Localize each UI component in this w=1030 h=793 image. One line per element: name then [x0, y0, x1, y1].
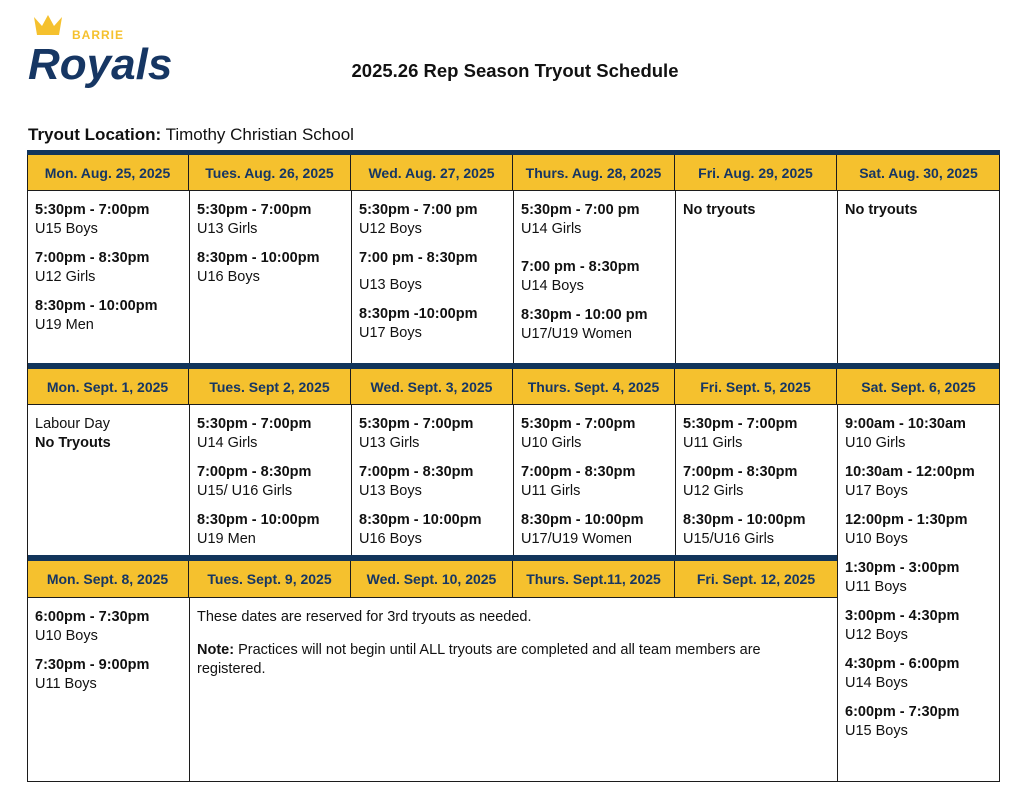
location-label: Tryout Location:	[28, 125, 162, 144]
slot-time: 5:30pm - 7:00 pm	[521, 202, 640, 218]
header-day: Fri. Sept. 5, 2025	[675, 369, 837, 404]
slot-group: U15 Boys	[845, 723, 908, 739]
slot-time: 7:00 pm - 8:30pm	[521, 259, 640, 275]
practice-note	[197, 641, 817, 679]
slot-time: 8:30pm - 10:00pm	[359, 512, 482, 528]
header-day: Mon. Aug. 25, 2025	[27, 155, 189, 190]
header-day: Mon. Sept. 8, 2025	[27, 561, 189, 597]
slot-group: U14 Girls	[197, 435, 258, 451]
slot-group: U13 Girls	[197, 221, 258, 237]
slot-group: U14 Boys	[521, 278, 584, 294]
slot-time: 5:30pm - 7:00 pm	[359, 202, 478, 218]
slot-time: 7:00pm - 8:30pm	[683, 464, 798, 480]
slot-time: 6:00pm - 7:30pm	[845, 704, 960, 720]
slot-time: 5:30pm - 7:00pm	[521, 416, 636, 432]
cell-week1-tue	[189, 191, 351, 297]
slot-time: 8:30pm - 10:00pm	[35, 298, 158, 314]
slot-time: 8:30pm - 10:00pm	[683, 512, 806, 528]
slot-group: U15 Boys	[35, 221, 98, 237]
no-tryouts-label: No Tryouts	[35, 435, 111, 451]
cell-week1-thu	[513, 191, 675, 354]
crown-icon	[34, 15, 62, 35]
slot-time: 10:30am - 12:00pm	[845, 464, 975, 480]
slot-group: U19 Men	[35, 317, 94, 333]
holiday-label: Labour Day	[35, 416, 110, 432]
slot-time: 5:30pm - 7:00pm	[683, 416, 798, 432]
tryout-location	[28, 125, 354, 145]
slot-group: U14 Boys	[845, 675, 908, 691]
slot-time: 5:30pm - 7:00pm	[359, 416, 474, 432]
slot-group: U19 Men	[197, 531, 256, 547]
slot-time: 3:00pm - 4:30pm	[845, 608, 960, 624]
slot-group: U10 Boys	[845, 531, 908, 547]
header-day: Fri. Sept. 12, 2025	[675, 561, 837, 597]
cell-week1-mon	[27, 191, 189, 345]
header-day: Fri. Aug. 29, 2025	[675, 155, 837, 190]
slot-time: 5:30pm - 7:00pm	[35, 202, 150, 218]
slot-group: U14 Girls	[521, 221, 582, 237]
slot-group: U12 Boys	[845, 627, 908, 643]
header-day: Sat. Aug. 30, 2025	[837, 155, 1000, 190]
cell-week2-mon	[27, 405, 189, 453]
grid-line	[27, 781, 1000, 782]
header-day: Tues. Aug. 26, 2025	[189, 155, 351, 190]
cell-week1-fri	[675, 191, 837, 220]
header-day: Wed. Aug. 27, 2025	[351, 155, 513, 190]
header-day: Tues. Sept. 9, 2025	[189, 561, 351, 597]
page-title: 2025.26 Rep Season Tryout Schedule	[351, 60, 679, 81]
header-day: Sat. Sept. 6, 2025	[837, 369, 1000, 404]
slot-time: 7:00pm - 8:30pm	[359, 464, 474, 480]
slot-time: 5:30pm - 7:00pm	[197, 416, 312, 432]
header-day: Thurs. Sept. 4, 2025	[513, 369, 675, 404]
location-value: Timothy Christian School	[165, 125, 354, 144]
slot-group: U10 Boys	[35, 628, 98, 644]
slot-group: U13 Boys	[359, 277, 422, 293]
cell-week2-thu	[513, 405, 675, 559]
slot-time: 7:30pm - 9:00pm	[35, 657, 150, 673]
cell-week2-tue	[189, 405, 351, 559]
note-text: Practices will not begin until ALL tryouts are completed and all team members are registered.	[197, 642, 761, 677]
header-day: Wed. Sept. 3, 2025	[351, 369, 513, 404]
slot-time: 7:00pm - 8:30pm	[521, 464, 636, 480]
cell-week2-wed	[351, 405, 513, 559]
logo-text-top: BARRIE	[72, 28, 125, 42]
slot-group: U15/U16 Girls	[683, 531, 775, 547]
slot-time: 4:30pm - 6:00pm	[845, 656, 960, 672]
slot-group: U17 Boys	[845, 483, 908, 499]
cell-week1-wed	[351, 191, 513, 353]
slot-group: U13 Boys	[359, 483, 422, 499]
header-day: Tues. Sept 2, 2025	[189, 369, 351, 404]
slot-group: U15/ U16 Girls	[197, 483, 293, 499]
slot-group: U16 Boys	[197, 269, 260, 285]
cell-week2-fri	[675, 405, 837, 559]
slot-group: U11 Girls	[683, 435, 743, 451]
slot-group: U17/U19 Women	[521, 531, 632, 547]
slot-group: U13 Girls	[359, 435, 420, 451]
cell-week2-sat	[837, 405, 1000, 751]
cell-week3-reserved	[189, 598, 837, 679]
slot-time: 6:00pm - 7:30pm	[35, 609, 150, 625]
slot-group: U17 Boys	[359, 325, 422, 341]
slot-time: 8:30pm - 10:00pm	[521, 512, 644, 528]
slot-group: U12 Girls	[35, 269, 96, 285]
header-day: Thurs. Sept.11, 2025	[513, 561, 675, 597]
slot-group: U10 Girls	[521, 435, 582, 451]
slot-time: 9:00am - 10:30am	[845, 416, 966, 432]
slot-group: U11 Boys	[845, 579, 907, 595]
reserved-note: These dates are reserved for 3rd tryouts as needed.	[197, 609, 532, 625]
slot-time: 7:00pm - 8:30pm	[35, 250, 150, 266]
slot-time: 8:30pm - 10:00 pm	[521, 307, 648, 323]
slot-group: U11 Boys	[35, 676, 97, 692]
note-label: Note:	[197, 642, 235, 658]
slot-group: U16 Boys	[359, 531, 422, 547]
slot-time: 7:00pm - 8:30pm	[197, 464, 312, 480]
slot-time: 8:30pm - 10:00pm	[197, 512, 320, 528]
cell-week1-sat	[837, 191, 1000, 220]
header-day: Wed. Sept. 10, 2025	[351, 561, 513, 597]
schedule-table	[27, 150, 1000, 782]
slot-time: 8:30pm -10:00pm	[359, 306, 478, 322]
slot-group: U12 Boys	[359, 221, 422, 237]
slot-time: 1:30pm - 3:00pm	[845, 560, 960, 576]
slot-time: 12:00pm - 1:30pm	[845, 512, 968, 528]
slot-time: 5:30pm - 7:00pm	[197, 202, 312, 218]
no-tryouts-label: No tryouts	[683, 202, 756, 218]
slot-time: 7:00 pm - 8:30pm	[359, 250, 478, 266]
header-day: Mon. Sept. 1, 2025	[27, 369, 189, 404]
slot-group: U10 Girls	[845, 435, 906, 451]
slot-group: U12 Girls	[683, 483, 744, 499]
slot-group: U11 Girls	[521, 483, 581, 499]
slot-group: U17/U19 Women	[521, 326, 632, 342]
header-day: Thurs. Aug. 28, 2025	[513, 155, 675, 190]
no-tryouts-label: No tryouts	[845, 202, 918, 218]
cell-week3-mon	[27, 598, 189, 704]
slot-time: 8:30pm - 10:00pm	[197, 250, 320, 266]
logo-text-main: Royals	[28, 40, 173, 89]
